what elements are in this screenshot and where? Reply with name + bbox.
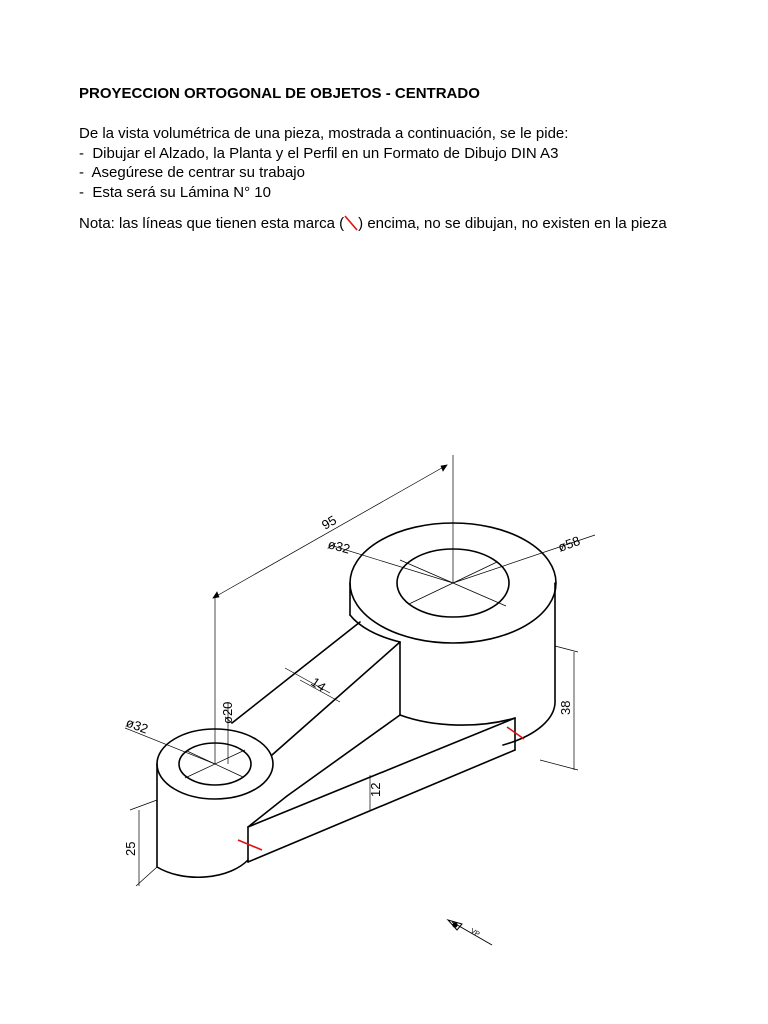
dim-big-height: 38 <box>558 700 573 715</box>
task-item: - Esta será su Lámina N° 10 <box>79 183 271 201</box>
base-top-edge <box>248 796 287 827</box>
base-bottom-edge <box>248 750 515 862</box>
dim-length: 95 <box>319 512 340 533</box>
dim-small-inner: ø20 <box>220 701 235 724</box>
big-cylinder-body <box>350 583 555 745</box>
big-cylinder-front-arc <box>350 615 400 642</box>
note-prefix: Nota: las líneas que tienen esta marca ( <box>79 215 345 232</box>
dim-small-height: 25 <box>123 841 138 856</box>
view-arrow <box>448 920 492 945</box>
rib-top-edge-left <box>232 622 360 723</box>
big-cylinder-lower-arc <box>400 715 515 725</box>
dim-big-inner: ø32 <box>326 536 352 557</box>
dim-small-outer: ø32 <box>123 714 151 737</box>
dim-rib-width: 14 <box>308 674 329 695</box>
base-top-front-edge <box>248 718 515 827</box>
note-suffix: ) encima, no se dibujan, no existen en la pieza <box>358 215 667 232</box>
task-item: - Dibujar el Alzado, la Planta y el Perfil en un Formato de Dibujo DIN A3 <box>79 144 559 162</box>
intro-text: De la vista volumétrica de una pieza, mostrada a continuación, se le pide: <box>79 125 569 142</box>
task-item: - Asegúrese de centrar su trabajo <box>79 164 305 181</box>
view-arrow-label: VP <box>469 927 481 939</box>
rib-top-edge-right <box>272 642 400 755</box>
page-title: PROYECCION ORTOGONAL DE OBJETOS - CENTRADO <box>79 85 480 102</box>
dim-big-outer: ø58 <box>555 533 583 555</box>
dim-rib-height: 12 <box>368 782 383 797</box>
